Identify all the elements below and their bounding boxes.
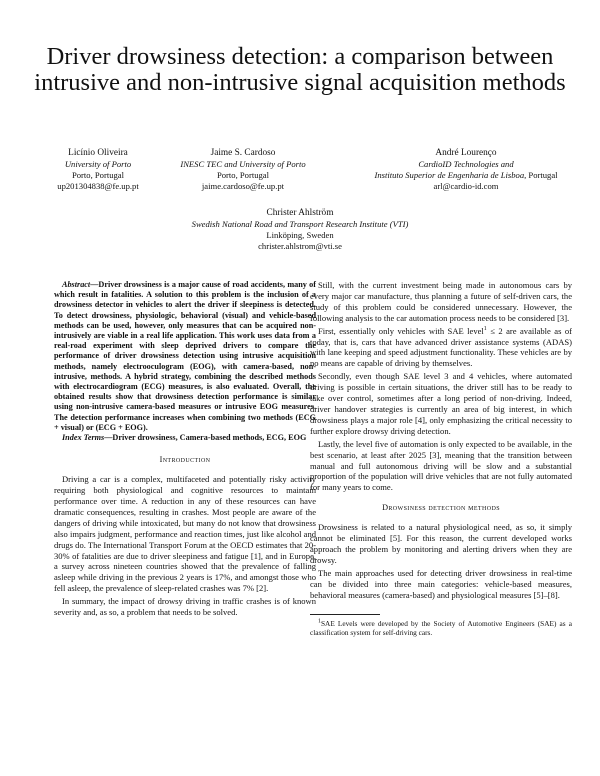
author-affiliation: CardioID Technologies and <box>418 158 514 169</box>
author-name: André Lourenço <box>435 148 497 158</box>
author-location: Porto, Portugal <box>71 169 125 180</box>
paragraph: Driving a car is a complex, multifaceted and potentially risky activity requiring both physiological and cognitive resources to maintain performance over time. A reduction in any of these resources can have dramatic consequences, resulting in crashes. Most people are aware of the dangers of driving while intoxicated, but many do not know that drowsiness also impairs judgment, performance and reaction times, just like alcohol and drugs do. The International Transport Forum at the OECD estimates that 20-30% of fatalities are due to driver sleepiness and fatigue [1], and in Europe, a survey across nineteen countries showed that the prevalence of falling asleep while driving in the previous 2 years is 17%, and amongst those who fell asleep, the prevalence of sleep-related crashes was 7% [2]. <box>54 474 316 594</box>
footnote-text: SAE Levels were developed by the Society of Automotive Engineers (SAE) as a classification system for self-driving cars. <box>310 619 572 638</box>
footnote <box>310 619 572 637</box>
paragraph <box>310 326 572 370</box>
author-affiliation: University of Porto <box>64 158 132 169</box>
abstract <box>54 280 316 433</box>
abstract-text: —Driver drowsiness is a major cause of road accidents, many of which result in fatalities. A solution to this problem is the inclusion of a drowsiness detector in vehicles to alert the driver if sleepiness is detected. To detect drowsiness, physiologic, behavioral (visual) and vehicle-based methods can be used, however, only measures that can be acquired non-intrusively are viable in a real life application. This work uses data from a real-road experiment with sleep deprived drivers to compare the performance of driver drowsiness detection using intrusive acquisition methods, namely electrooculogram (EOG), with camera-based, non-intrusive, methods. A hybrid strategy, combining the described methods with electrocardiogram (ECG) measures, is also evaluated. Overall, the obtained results show that drowsiness detection performance is similar using non-intrusive camera-based measures or intrusive EOG measures. The detection performance increases when combining two methods (ECG + visual) or (ECG + EOG). <box>54 280 316 432</box>
paragraph: Drowsiness is related to a natural physiological need, as so, it simply cannot be eliminated [5]. For this reason, the current developed works approach the problem by monitoring and alerting drivers when they are drowsy. <box>310 522 572 565</box>
paper-title: Driver drowsiness detection: a comparison between intrusive and non-intrusive signal acquisition methods <box>34 43 566 96</box>
paragraph: The main approaches used for detecting driver drowsiness in real-time can be divided into three main categories: vehicle-based measures, behavioral measures (camera-based) and physiological measures [5]–[8]. <box>310 567 572 600</box>
author-location: Porto, Portugal <box>216 169 270 180</box>
author-block-4 <box>30 208 570 252</box>
author-name: Licínio Oliveira <box>68 148 128 158</box>
footnote-rule <box>310 614 380 615</box>
index-terms <box>54 433 316 443</box>
author-email: up201304838@fe.up.pt <box>57 180 139 191</box>
author-block-1 <box>28 148 168 192</box>
index-terms-text: —Driver drowsiness, Camera-based methods, ECG, EOG <box>104 433 307 443</box>
author-email: arl@cardio-id.com <box>433 180 499 191</box>
author-block-2 <box>163 148 323 192</box>
author-location: Linköping, Sweden <box>266 229 334 240</box>
left-column <box>54 280 316 620</box>
author-affiliation: INESC TEC and University of Porto <box>180 158 306 169</box>
right-column <box>310 280 572 637</box>
author-affiliation: Swedish National Road and Transport Research Institute (VTI) <box>191 218 409 229</box>
abstract-label: Abstract <box>62 280 91 289</box>
footnote-number: 1 <box>318 619 321 626</box>
footnote-marker: 1 <box>483 325 487 332</box>
section-heading-drowsiness-detection-methods: Drowsiness detection methods <box>382 503 500 513</box>
paragraph: Still, with the current investment being made in autonomous cars by every major car manufacture, thus planning a future of self-driven cars, the study of this problem could be considered unnecessary. However, the following analysis to the car automation process needs to be considered [3]. <box>310 280 572 323</box>
author-email: jaime.cardoso@fe.up.pt <box>201 180 285 191</box>
author-name: Jaime S. Cardoso <box>210 148 276 158</box>
author-affiliation-line2 <box>346 170 586 181</box>
author-email: christer.ahlstrom@vti.se <box>258 240 342 251</box>
author-name: Christer Ahlström <box>266 208 334 218</box>
paragraph: Lastly, the level five of automation is only expected to be available, in the best scenario, at least after 2025 [3], meaning that the transition between manual and full autonomous driving will be slow and a substantial proportion of the population will drive vehicles that are not fully automated for many years to come. <box>310 438 572 493</box>
author-location: , Portugal <box>524 169 558 180</box>
paragraph: In summary, the impact of drowsy driving in traffic crashes is of known severity and, as so, a problem that needs to be solved. <box>54 596 316 618</box>
paragraph-text: First, essentially only vehicles with SAE level <box>318 325 484 336</box>
index-terms-label: Index Terms <box>62 433 105 443</box>
paragraph-text: ≤ 2 are available as of today, that is, cars that have advanced driver assistance systems (ADAS) with lane keeping and speed adjustment functionality. These vehicles are by no means are capable of driving by themselves. <box>310 325 572 369</box>
author-block-3 <box>346 148 586 192</box>
author-affiliation-2: Instituto Superior de Engenharia de Lisboa <box>374 169 525 180</box>
section-heading-introduction: Introduction <box>159 455 211 465</box>
paragraph: Secondly, even though SAE level 3 and 4 vehicles, where automated driving is possible in certain situations, the driver still has to be ready to take over control, sometimes after a long period of non-driving. Indeed, driver handover strategies is currently an area of big interest, in which drowsiness plays a major role [4], only emphasizing the critical necessity to further explore drowsy driving detection. <box>310 371 572 436</box>
